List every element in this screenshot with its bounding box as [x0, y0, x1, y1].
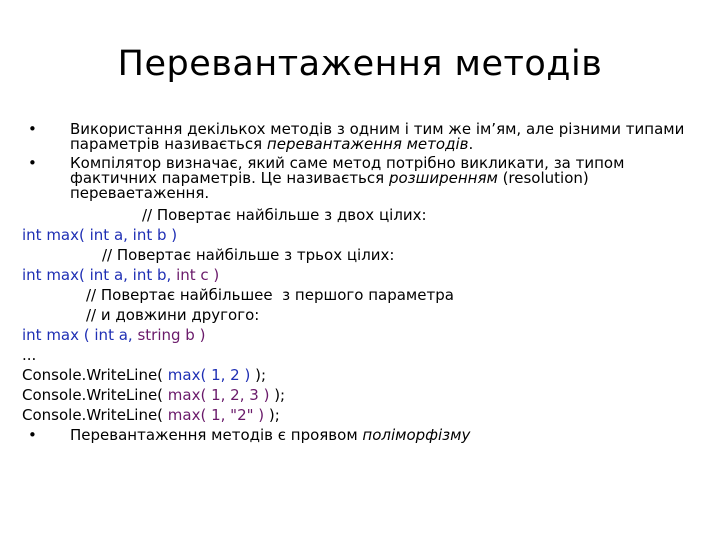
code-ellipsis: ... [22, 346, 37, 364]
code-call-part: ); [269, 386, 286, 404]
bullet-dot-icon: • [28, 154, 37, 172]
bullet-dot-icon: • [28, 120, 37, 138]
bullet-text: Перевантаження методів є проявом [70, 426, 363, 444]
code-call-args: max( 1, 2 ) [167, 366, 251, 384]
bullet-italic-term: поліморфізму [362, 426, 471, 444]
bullet-text: Компілятор визначає, який саме метод потрібно викликати, за типом фактичних параметрів. Це називається [70, 154, 625, 187]
bullet-overloading-definition [22, 122, 702, 152]
code-call-part: ); [264, 406, 280, 424]
code-signature-part: int max( int a, int b, [22, 266, 177, 284]
code-signature [22, 265, 702, 285]
slide-title: Перевантаження методів [117, 44, 603, 84]
bullet-text-end: . [468, 135, 474, 153]
code-signature-part: string b ) [137, 326, 206, 344]
code-signature-part: int max ( int a, [22, 326, 138, 344]
code-comment: // Повертає найбільшее з першого параметра [86, 286, 454, 304]
bullet-resolution [22, 156, 702, 201]
bullet-dot-icon: • [28, 426, 37, 444]
code-comment: // Повертає найбільше з трьох цілих: [102, 246, 395, 264]
code-signature-part: int c ) [176, 266, 220, 284]
code-call-args: max( 1, "2" ) [167, 406, 265, 424]
code-call [22, 365, 702, 385]
code-comment: // и довжини другого: [86, 306, 260, 324]
code-call [22, 405, 702, 425]
code-comment: // Повертає найбільше з двох цілих: [142, 206, 427, 224]
code-call-part: ); [250, 366, 267, 384]
bullet-italic-term: розширенням [388, 169, 498, 187]
bullet-italic-term: перевантаження методів [266, 135, 469, 153]
code-call-part: Console.WriteLine( [22, 406, 168, 424]
code-call-part: Console.WriteLine( [22, 386, 168, 404]
code-call-part: Console.WriteLine( [22, 366, 168, 384]
bullet-text-end: (resolution) переваетаження. [70, 169, 589, 202]
slide-body [22, 122, 702, 445]
code-signature: int max( int a, int b ) [22, 226, 178, 244]
code-signature [22, 325, 702, 345]
bullet-polymorphism [22, 425, 702, 445]
bullet-text: Використання декількох методів з одним і тим же ім’ям, але різними типами параметрів називається [70, 120, 685, 153]
code-call-args: max( 1, 2, 3 ) [167, 386, 270, 404]
code-call [22, 385, 702, 405]
